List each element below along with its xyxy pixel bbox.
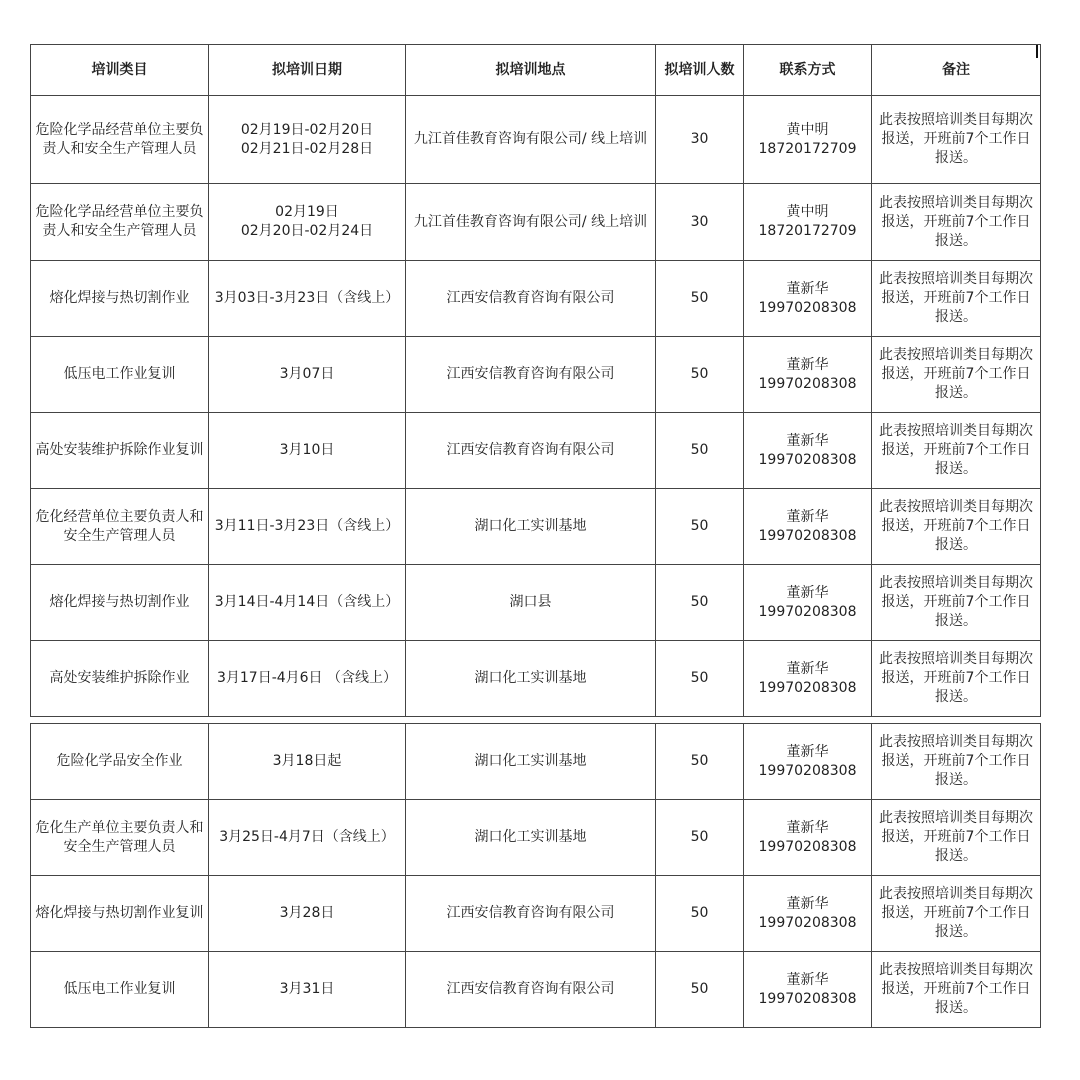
table-row (31, 876, 1041, 952)
cell-count: 30 (656, 184, 744, 261)
cell-location: 江西安信教育咨询有限公司 (406, 952, 656, 1028)
table-row (31, 800, 1041, 876)
table-row (31, 261, 1041, 337)
table-row (31, 952, 1041, 1028)
cell-category: 低压电工作业复训 (31, 952, 209, 1028)
cell-location: 九江首佳教育咨询有限公司/ 线上培训 (406, 184, 656, 261)
header-date: 拟培训日期 (209, 45, 406, 96)
cell-date: 3月31日 (209, 952, 406, 1028)
cell-date: 02月19日 02月20日-02月24日 (209, 184, 406, 261)
cell-note: 此表按照培训类目每期次 报送，开班前7个工作日 报送。 (872, 876, 1041, 952)
cell-category: 危险化学品经营单位主要负 责人和安全生产管理人员 (31, 96, 209, 184)
cell-contact: 董新华 19970208308 (744, 337, 872, 413)
cell-note: 此表按照培训类目每期次 报送，开班前7个工作日 报送。 (872, 261, 1041, 337)
header-count: 拟培训人数 (656, 45, 744, 96)
cell-category: 熔化焊接与热切割作业 (31, 565, 209, 641)
cell-note: 此表按照培训类目每期次 报送，开班前7个工作日 报送。 (872, 184, 1041, 261)
cell-note: 此表按照培训类目每期次 报送，开班前7个工作日 报送。 (872, 337, 1041, 413)
cell-date: 3月14日-4月14日（含线上） (209, 565, 406, 641)
table-row (31, 724, 1041, 800)
table-row (31, 641, 1041, 717)
cell-count: 50 (656, 724, 744, 800)
cell-contact: 董新华 19970208308 (744, 565, 872, 641)
cell-location: 湖口化工实训基地 (406, 641, 656, 717)
cell-location: 湖口化工实训基地 (406, 489, 656, 565)
cell-count: 50 (656, 952, 744, 1028)
cell-count: 50 (656, 413, 744, 489)
cell-count: 50 (656, 261, 744, 337)
cell-date: 3月18日起 (209, 724, 406, 800)
cell-category: 危化生产单位主要负责人和 安全生产管理人员 (31, 800, 209, 876)
cell-location: 湖口县 (406, 565, 656, 641)
gap-cell (31, 717, 1041, 724)
cell-contact: 黄中明 18720172709 (744, 96, 872, 184)
cell-note: 此表按照培训类目每期次 报送，开班前7个工作日 报送。 (872, 489, 1041, 565)
cell-note: 此表按照培训类目每期次 报送，开班前7个工作日 报送。 (872, 724, 1041, 800)
cell-location: 江西安信教育咨询有限公司 (406, 261, 656, 337)
table-row (31, 337, 1041, 413)
cell-contact: 董新华 19970208308 (744, 724, 872, 800)
header-category: 培训类目 (31, 45, 209, 96)
table-row (31, 184, 1041, 261)
training-schedule-table-wrapper (30, 44, 1040, 1028)
cell-date: 3月03日-3月23日（含线上） (209, 261, 406, 337)
cell-date: 3月07日 (209, 337, 406, 413)
cell-date: 3月17日-4月6日 （含线上） (209, 641, 406, 717)
table-row (31, 565, 1041, 641)
cell-category: 危险化学品经营单位主要负 责人和安全生产管理人员 (31, 184, 209, 261)
cell-count: 50 (656, 641, 744, 717)
header-note: 备注 (872, 45, 1041, 96)
cell-contact: 董新华 19970208308 (744, 489, 872, 565)
page-break-gap (31, 717, 1041, 724)
cell-category: 危化经营单位主要负责人和 安全生产管理人员 (31, 489, 209, 565)
cell-category: 高处安装维护拆除作业复训 (31, 413, 209, 489)
cell-count: 50 (656, 489, 744, 565)
cell-note: 此表按照培训类目每期次 报送，开班前7个工作日 报送。 (872, 565, 1041, 641)
cell-note: 此表按照培训类目每期次 报送，开班前7个工作日 报送。 (872, 96, 1041, 184)
cell-location: 江西安信教育咨询有限公司 (406, 876, 656, 952)
cell-contact: 董新华 19970208308 (744, 413, 872, 489)
header-location: 拟培训地点 (406, 45, 656, 96)
cell-location: 江西安信教育咨询有限公司 (406, 413, 656, 489)
header-contact: 联系方式 (744, 45, 872, 96)
cell-date: 3月25日-4月7日（含线上） (209, 800, 406, 876)
cell-contact: 董新华 19970208308 (744, 800, 872, 876)
cell-category: 熔化焊接与热切割作业复训 (31, 876, 209, 952)
cell-note: 此表按照培训类目每期次 报送，开班前7个工作日 报送。 (872, 641, 1041, 717)
cell-contact: 董新华 19970208308 (744, 876, 872, 952)
cell-location: 湖口化工实训基地 (406, 724, 656, 800)
cell-date: 3月11日-3月23日（含线上） (209, 489, 406, 565)
cell-date: 3月28日 (209, 876, 406, 952)
cell-note: 此表按照培训类目每期次 报送，开班前7个工作日 报送。 (872, 413, 1041, 489)
table-body (31, 96, 1041, 1028)
cell-location: 湖口化工实训基地 (406, 800, 656, 876)
cell-date: 02月19日-02月20日 02月21日-02月28日 (209, 96, 406, 184)
training-schedule-table (30, 44, 1041, 1028)
cell-note: 此表按照培训类目每期次 报送，开班前7个工作日 报送。 (872, 952, 1041, 1028)
cell-category: 危险化学品安全作业 (31, 724, 209, 800)
cell-category: 低压电工作业复训 (31, 337, 209, 413)
cell-note: 此表按照培训类目每期次 报送，开班前7个工作日 报送。 (872, 800, 1041, 876)
header-row (31, 45, 1041, 96)
cell-count: 50 (656, 337, 744, 413)
cell-date: 3月10日 (209, 413, 406, 489)
cell-contact: 董新华 19970208308 (744, 261, 872, 337)
table-row (31, 489, 1041, 565)
cell-location: 江西安信教育咨询有限公司 (406, 337, 656, 413)
cell-count: 50 (656, 876, 744, 952)
cell-contact: 董新华 19970208308 (744, 641, 872, 717)
table-row (31, 413, 1041, 489)
cell-count: 50 (656, 800, 744, 876)
cell-location: 九江首佳教育咨询有限公司/ 线上培训 (406, 96, 656, 184)
cell-count: 30 (656, 96, 744, 184)
cell-category: 高处安装维护拆除作业 (31, 641, 209, 717)
cell-category: 熔化焊接与热切割作业 (31, 261, 209, 337)
cell-contact: 董新华 19970208308 (744, 952, 872, 1028)
cell-count: 50 (656, 565, 744, 641)
cell-contact: 黄中明 18720172709 (744, 184, 872, 261)
table-row (31, 96, 1041, 184)
